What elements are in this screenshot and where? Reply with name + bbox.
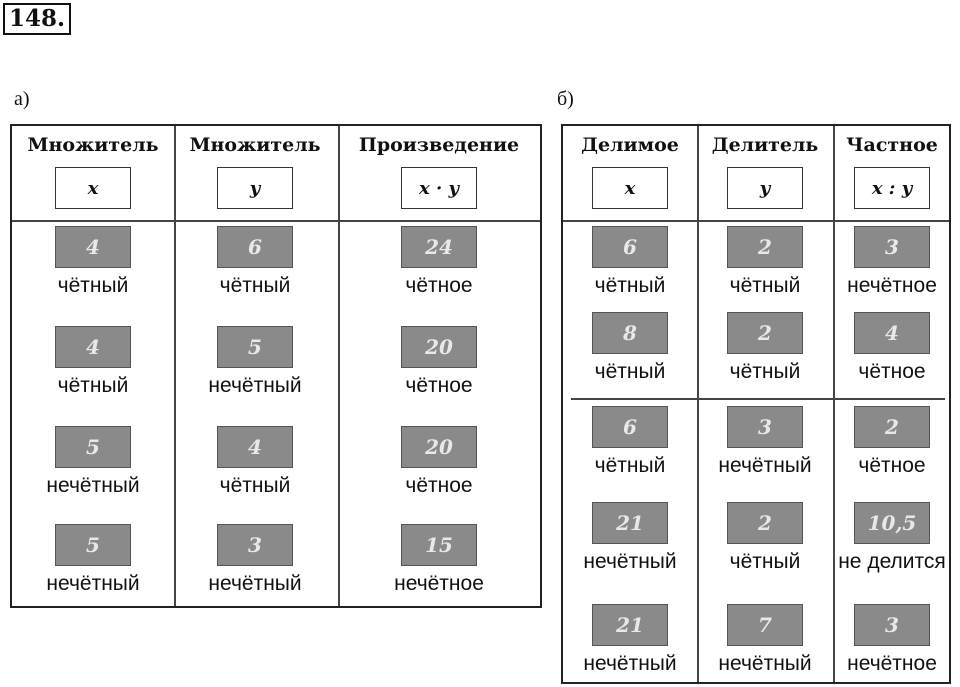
value-box: 21 bbox=[592, 604, 668, 646]
table-cell bbox=[174, 226, 336, 298]
parity-label: нечётный bbox=[583, 652, 677, 675]
column-divider bbox=[697, 126, 699, 682]
parity-label: чётный bbox=[57, 274, 129, 297]
parity-label: не делится bbox=[838, 550, 946, 573]
value-box: 2 bbox=[727, 502, 803, 544]
value-box: 10,5 bbox=[854, 502, 930, 544]
header-divider bbox=[563, 220, 949, 222]
header-divider bbox=[12, 220, 540, 222]
value-box: 5 bbox=[55, 524, 131, 566]
parity-label: чётный bbox=[729, 360, 801, 383]
parity-label: нечётное bbox=[394, 572, 484, 595]
parity-label: нечётное bbox=[847, 274, 937, 297]
value-box: 2 bbox=[854, 406, 930, 448]
parity-label: чётный bbox=[219, 474, 291, 497]
table-cell bbox=[174, 426, 336, 498]
parity-label: чётное bbox=[858, 454, 926, 477]
parity-label: чётное bbox=[405, 374, 473, 397]
table-cell bbox=[563, 604, 697, 676]
column-header-title: Делитель bbox=[711, 134, 819, 156]
value-box: 6 bbox=[592, 406, 668, 448]
value-box: 3 bbox=[854, 226, 930, 268]
table-cell bbox=[697, 226, 833, 298]
parity-label: чётный bbox=[57, 374, 129, 397]
variable-box: x : y bbox=[854, 167, 930, 209]
group-divider bbox=[571, 398, 945, 400]
parity-label: нечётный bbox=[46, 572, 140, 595]
value-box: 4 bbox=[55, 326, 131, 368]
part-a-label: а) bbox=[14, 88, 30, 110]
parity-label: нечётный bbox=[718, 454, 812, 477]
value-box: 15 bbox=[401, 524, 477, 566]
column-header-title: Произведение bbox=[358, 134, 520, 156]
value-box: 24 bbox=[401, 226, 477, 268]
part-b-label: б) bbox=[557, 88, 574, 110]
table-cell bbox=[833, 604, 951, 676]
parity-label: чётный bbox=[219, 274, 291, 297]
column-divider bbox=[833, 126, 835, 682]
parity-label: нечётный bbox=[583, 550, 677, 573]
value-box: 4 bbox=[217, 426, 293, 468]
table-cell bbox=[697, 406, 833, 478]
table-cell bbox=[697, 312, 833, 384]
value-box: 5 bbox=[217, 326, 293, 368]
value-box: 6 bbox=[592, 226, 668, 268]
column-header-title: Частное bbox=[846, 134, 938, 156]
value-box: 20 bbox=[401, 426, 477, 468]
value-box: 3 bbox=[727, 406, 803, 448]
parity-label: чётный bbox=[594, 454, 666, 477]
table-cell bbox=[338, 426, 540, 498]
value-box: 3 bbox=[854, 604, 930, 646]
problem-number: 148. bbox=[3, 3, 71, 35]
table-cell bbox=[12, 524, 174, 596]
value-box: 3 bbox=[217, 524, 293, 566]
value-box: 5 bbox=[55, 426, 131, 468]
value-box: 7 bbox=[727, 604, 803, 646]
parity-label: чётный bbox=[729, 550, 801, 573]
table-cell bbox=[833, 226, 951, 298]
column-header-title: Множитель bbox=[27, 134, 159, 156]
table-cell bbox=[563, 226, 697, 298]
table-cell bbox=[174, 524, 336, 596]
value-box: 2 bbox=[727, 226, 803, 268]
value-box: 6 bbox=[217, 226, 293, 268]
parity-label: нечётный bbox=[46, 474, 140, 497]
table-cell bbox=[563, 406, 697, 478]
table-cell bbox=[338, 524, 540, 596]
table-cell bbox=[12, 226, 174, 298]
table-cell bbox=[12, 426, 174, 498]
table-cell bbox=[563, 312, 697, 384]
value-box: 8 bbox=[592, 312, 668, 354]
table-cell bbox=[563, 502, 697, 574]
variable-box: x · y bbox=[401, 167, 477, 209]
parity-label: нечётный bbox=[208, 374, 302, 397]
parity-label: нечётный bbox=[718, 652, 812, 675]
value-box: 20 bbox=[401, 326, 477, 368]
table-cell bbox=[338, 226, 540, 298]
value-box: 4 bbox=[55, 226, 131, 268]
parity-label: чётное bbox=[405, 474, 473, 497]
table-cell bbox=[833, 312, 951, 384]
table-cell bbox=[833, 406, 951, 478]
multiplication-table bbox=[10, 124, 542, 608]
variable-box: y bbox=[727, 167, 803, 209]
value-box: 21 bbox=[592, 502, 668, 544]
parity-label: чётный bbox=[594, 274, 666, 297]
parity-label: чётный bbox=[729, 274, 801, 297]
table-cell bbox=[174, 326, 336, 398]
parity-label: чётное bbox=[405, 274, 473, 297]
variable-box: x bbox=[55, 167, 131, 209]
division-table bbox=[561, 124, 951, 684]
table-cell bbox=[697, 502, 833, 574]
column-header-title: Делимое bbox=[581, 134, 679, 156]
variable-box: x bbox=[592, 167, 668, 209]
table-cell bbox=[833, 502, 951, 574]
table-cell bbox=[338, 326, 540, 398]
parity-label: чётный bbox=[594, 360, 666, 383]
table-cell bbox=[12, 326, 174, 398]
value-box: 4 bbox=[854, 312, 930, 354]
parity-label: чётное bbox=[858, 360, 926, 383]
parity-label: нечётное bbox=[847, 652, 937, 675]
parity-label: нечётный bbox=[208, 572, 302, 595]
column-header-title: Множитель bbox=[189, 134, 321, 156]
value-box: 2 bbox=[727, 312, 803, 354]
variable-box: y bbox=[217, 167, 293, 209]
table-cell bbox=[697, 604, 833, 676]
